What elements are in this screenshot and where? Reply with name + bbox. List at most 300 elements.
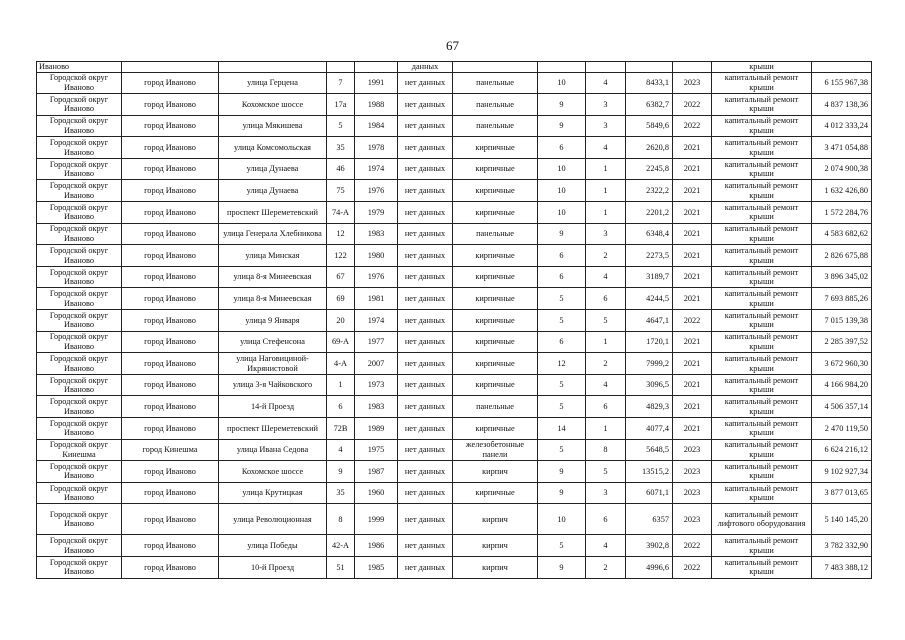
cell-work: капитальный ремонт крыши [712,245,812,267]
cell-entrances: 6 [586,504,626,535]
cell-floors: 5 [538,374,586,396]
table-row [37,504,872,535]
cell-year: 1977 [355,331,398,353]
cell-city: город Иваново [122,137,219,159]
cell-area: 5648,5 [626,439,673,461]
table-row [37,72,872,94]
cell-material: железобетонные панели [453,439,538,461]
cell-plan-year: 2021 [673,158,712,180]
cell-street: улица Наговициной-Икрянистовой [219,353,327,375]
cell-area: 8433,1 [626,72,673,94]
table-row [37,245,872,267]
cell-cost: 4 012 333,24 [812,115,872,137]
cell-entrances: 2 [586,556,626,578]
cell-house: 7 [327,72,355,94]
cell-material: панельные [453,94,538,116]
cell-plan-year: 2022 [673,310,712,332]
table-row [37,482,872,504]
cell-plan-year: 2021 [673,223,712,245]
cell-street: Кохомское шоссе [219,461,327,483]
table-row [37,223,872,245]
cell-year: 1987 [355,461,398,483]
cell-plan-year: 2021 [673,137,712,159]
cell-status: нет данных [398,266,453,288]
cell-street: улица Дунаева [219,158,327,180]
cell-area: 1720,1 [626,331,673,353]
cell-year: 1974 [355,310,398,332]
cell-city: город Иваново [122,158,219,180]
cell-street: улица Революционная [219,504,327,535]
cell-floors: 10 [538,180,586,202]
cell-material: кирпичные [453,418,538,440]
cell-floors: 5 [538,310,586,332]
cell-entrances: 1 [586,202,626,224]
cell-city: город Иваново [122,353,219,375]
cell-plan-year: 2022 [673,94,712,116]
cell-material: кирпич [453,535,538,557]
cell-entrances: 3 [586,115,626,137]
cell-plan-year: 2023 [673,504,712,535]
cell-work: капитальный ремонт крыши [712,310,812,332]
cell-city: город Иваново [122,94,219,116]
cell-work: капитальный ремонт крыши [712,180,812,202]
cell-year: 1988 [355,94,398,116]
cell-plan-year: 2021 [673,396,712,418]
cell-floors: 10 [538,202,586,224]
cell-house: 72В [327,418,355,440]
cell-plan-year: 2021 [673,288,712,310]
cell-cost: 3 877 013,65 [812,482,872,504]
cell-entrances: 1 [586,180,626,202]
cell-cost: 4 166 984,20 [812,374,872,396]
table-row [37,331,872,353]
cell-municipality: Городской округ Иваново [37,180,122,202]
cell-status: нет данных [398,94,453,116]
cell-plan-year: 2021 [673,180,712,202]
cell-material: панельные [453,115,538,137]
cell-year: 2007 [355,353,398,375]
cell-floors: 9 [538,461,586,483]
cell-floors: 6 [538,266,586,288]
cell-entrances: 5 [586,461,626,483]
cell-plan-year: 2021 [673,202,712,224]
cell-material: кирпичные [453,202,538,224]
cell-city: город Иваново [122,245,219,267]
cell-plan-year: 2023 [673,461,712,483]
cell-status: нет данных [398,137,453,159]
cell-municipality: Городской округ Иваново [37,223,122,245]
cell-area: 2273,5 [626,245,673,267]
cell-municipality: Городской округ Иваново [37,158,122,180]
cell-cost: 5 140 145,20 [812,504,872,535]
cell-cost: 7 693 885,26 [812,288,872,310]
table-row [37,180,872,202]
cell-year: 1975 [355,439,398,461]
cell-work: капитальный ремонт лифтового оборудования [712,504,812,535]
cell-municipality: Городской округ Иваново [37,482,122,504]
cell-area: 6348,4 [626,223,673,245]
cell-street: улица Крутицкая [219,482,327,504]
cell-entrances: 5 [586,310,626,332]
cell-city: город Иваново [122,331,219,353]
cell-street: улица 8-я Минеевская [219,288,327,310]
cell-city: город Иваново [122,556,219,578]
table-row [37,137,872,159]
cell-house: 6 [327,396,355,418]
cell-cost: 6 624 216,12 [812,439,872,461]
cell-work: капитальный ремонт крыши [712,223,812,245]
cell-status: нет данных [398,396,453,418]
cell-status: нет данных [398,223,453,245]
cell-house: 42-А [327,535,355,557]
cell-cost: 4 506 357,14 [812,396,872,418]
cell-floors: 5 [538,288,586,310]
cell-work: капитальный ремонт крыши [712,461,812,483]
cell-status: нет данных [398,158,453,180]
cell-material: панельные [453,396,538,418]
cell-floors: 10 [538,72,586,94]
cell-material: кирпичные [453,158,538,180]
cell-status: нет данных [398,482,453,504]
cell-cost: 4 837 138,36 [812,94,872,116]
cell-house: 20 [327,310,355,332]
cell-city: город Иваново [122,202,219,224]
table-row [37,556,872,578]
cell-floors: 10 [538,504,586,535]
cell-municipality: Городской округ Иваново [37,115,122,137]
cell-street: 14-й Проезд [219,396,327,418]
cell-work: капитальный ремонт крыши [712,72,812,94]
cell-material: кирпичные [453,482,538,504]
cell-area: 3189,7 [626,266,673,288]
cell-municipality: Городской округ Иваново [37,202,122,224]
cell-house: 4 [327,439,355,461]
cell-city: город Иваново [122,482,219,504]
cell-cost: 7 015 139,38 [812,310,872,332]
cell-material: кирпичные [453,288,538,310]
cell-year: 1986 [355,535,398,557]
cell-status: нет данных [398,535,453,557]
cell-status: данных [398,62,453,73]
cell-plan-year: 2021 [673,418,712,440]
cell-work: капитальный ремонт крыши [712,418,812,440]
cell-floors: 5 [538,396,586,418]
cell-street: улица Генерала Хлебникова [219,223,327,245]
cell-status: нет данных [398,202,453,224]
table-row [37,310,872,332]
cell-year: 1976 [355,180,398,202]
cell-area: 4647,1 [626,310,673,332]
cell-house: 12 [327,223,355,245]
cell-year: 1960 [355,482,398,504]
cell-street: улица Минская [219,245,327,267]
cell-municipality: Городской округ Иваново [37,288,122,310]
cell-street: проспект Шереметевский [219,202,327,224]
cell-year: 1984 [355,115,398,137]
cell-status: нет данных [398,72,453,94]
cell-area: 5849,6 [626,115,673,137]
cell-status: нет данных [398,374,453,396]
cell-entrances: 4 [586,137,626,159]
cell-cost: 3 471 054,88 [812,137,872,159]
cell-cost: 1 632 426,80 [812,180,872,202]
cell-floors: 6 [538,331,586,353]
cell-cost: 1 572 284,76 [812,202,872,224]
cell-municipality: Городской округ Иваново [37,418,122,440]
cell-city: город Иваново [122,115,219,137]
cell-area: 2245,8 [626,158,673,180]
table-row [37,439,872,461]
cell-work: крыши [712,62,812,73]
cell-floors: 9 [538,94,586,116]
cell-entrances: 3 [586,482,626,504]
cell-status: нет данных [398,353,453,375]
cell-floors: 9 [538,115,586,137]
cell-municipality: Городской округ Иваново [37,245,122,267]
cell-cost: 2 285 397,52 [812,331,872,353]
cell-city: город Иваново [122,504,219,535]
cell-city: город Иваново [122,288,219,310]
cell-material: кирпичные [453,137,538,159]
cell-material: панельные [453,223,538,245]
cell-status: нет данных [398,288,453,310]
cell-house: 46 [327,158,355,180]
cell-work: капитальный ремонт крыши [712,266,812,288]
cell-status: нет данных [398,245,453,267]
cell-street: улица Ивана Седова [219,439,327,461]
cell-house: 17а [327,94,355,116]
table-row [37,288,872,310]
cell-street: 10-й Проезд [219,556,327,578]
cell-material: кирпичные [453,331,538,353]
cell-entrances: 1 [586,418,626,440]
cell-city: город Кинешма [122,439,219,461]
cell-municipality: Городской округ Иваново [37,396,122,418]
cell-plan-year: 2023 [673,72,712,94]
cell-material: кирпичные [453,245,538,267]
cell-work: капитальный ремонт крыши [712,353,812,375]
cell-plan-year: 2022 [673,535,712,557]
cell-area: 6382,7 [626,94,673,116]
table-row [37,374,872,396]
cell-plan-year: 2021 [673,266,712,288]
cell-year: 1978 [355,137,398,159]
cell-area: 13515,2 [626,461,673,483]
cell-municipality: Городской округ Иваново [37,72,122,94]
table-row [37,158,872,180]
cell-municipality: Городской округ Иваново [37,266,122,288]
cell-work: капитальный ремонт крыши [712,115,812,137]
cell-city: город Иваново [122,310,219,332]
cell-plan-year: 2023 [673,439,712,461]
cell-area: 2620,8 [626,137,673,159]
cell-area: 6357 [626,504,673,535]
cell-entrances: 4 [586,266,626,288]
cell-floors: 6 [538,137,586,159]
cell-material: кирпичные [453,180,538,202]
cell-entrances: 4 [586,72,626,94]
cell-municipality: Городской округ Кинешма [37,439,122,461]
cell-entrances: 6 [586,396,626,418]
cell-year: 1991 [355,72,398,94]
cell-work: капитальный ремонт крыши [712,556,812,578]
cell-house: 5 [327,115,355,137]
cell-house: 69 [327,288,355,310]
cell-material: кирпич [453,461,538,483]
cell-year: 1981 [355,288,398,310]
cell-work: капитальный ремонт крыши [712,396,812,418]
cell-cost: 2 826 675,88 [812,245,872,267]
cell-cost: 6 155 967,38 [812,72,872,94]
cell-status: нет данных [398,180,453,202]
cell-city: город Иваново [122,266,219,288]
cell-status: нет данных [398,504,453,535]
cell-plan-year: 2022 [673,115,712,137]
cell-municipality: Городской округ Иваново [37,556,122,578]
cell-material: кирпич [453,556,538,578]
cell-work: капитальный ремонт крыши [712,202,812,224]
cell-city: город Иваново [122,461,219,483]
cell-entrances: 4 [586,374,626,396]
cell-status: нет данных [398,439,453,461]
cell-plan-year: 2021 [673,353,712,375]
cell-municipality: Городской округ Иваново [37,310,122,332]
cell-house: 35 [327,137,355,159]
cell-floors: 12 [538,353,586,375]
table-row [37,94,872,116]
cell-material: кирпич [453,504,538,535]
cell-floors: 5 [538,439,586,461]
cell-cost: 4 583 682,62 [812,223,872,245]
table-row [37,461,872,483]
cell-street: улица 9 Января [219,310,327,332]
cell-street: улица 3-я Чайковского [219,374,327,396]
cell-municipality: Городской округ Иваново [37,331,122,353]
cell-house: 4-А [327,353,355,375]
cell-work: капитальный ремонт крыши [712,158,812,180]
cell-floors: 9 [538,482,586,504]
cell-entrances: 1 [586,331,626,353]
cell-cost: 7 483 388,12 [812,556,872,578]
cell-plan-year: 2021 [673,245,712,267]
cell-cost: 3 782 332,90 [812,535,872,557]
cell-floors: 5 [538,535,586,557]
cell-cost: 3 896 345,02 [812,266,872,288]
cell-area: 3902,8 [626,535,673,557]
cell-cost: 9 102 927,34 [812,461,872,483]
table-row [37,202,872,224]
cell-street: улица Комсомольская [219,137,327,159]
cell-material: кирпичные [453,310,538,332]
cell-plan-year: 2021 [673,331,712,353]
table-row [37,418,872,440]
cell-work: капитальный ремонт крыши [712,535,812,557]
cell-house: 1 [327,374,355,396]
cell-cost: 2 470 119,50 [812,418,872,440]
cell-work: капитальный ремонт крыши [712,439,812,461]
cell-cost: 3 672 960,30 [812,353,872,375]
cell-material: кирпичные [453,353,538,375]
cell-municipality: Городской округ Иваново [37,461,122,483]
cell-street: улица Мякишева [219,115,327,137]
cell-street: улица Победы [219,535,327,557]
cell-area: 6071,1 [626,482,673,504]
cell-municipality: Городской округ Иваново [37,504,122,535]
cell-city: город Иваново [122,72,219,94]
cell-city: город Иваново [122,374,219,396]
cell-area: 2201,2 [626,202,673,224]
cell-floors: 6 [538,245,586,267]
cell-municipality: Городской округ Иваново [37,374,122,396]
cell-street: улица Стефенсона [219,331,327,353]
table-row [37,266,872,288]
cell-city: город Иваново [122,535,219,557]
cell-year: 1983 [355,223,398,245]
cell-area: 4996,6 [626,556,673,578]
cell-area: 2322,2 [626,180,673,202]
table-row [37,115,872,137]
cell-material: кирпичные [453,374,538,396]
cell-material: кирпичные [453,266,538,288]
cell-city: город Иваново [122,223,219,245]
cell-street: улица Дунаева [219,180,327,202]
cell-area: 4077,4 [626,418,673,440]
cell-year: 1973 [355,374,398,396]
cell-entrances: 4 [586,535,626,557]
cell-house: 8 [327,504,355,535]
continuation-row [37,62,872,73]
cell-year: 1999 [355,504,398,535]
cell-house: 122 [327,245,355,267]
cell-plan-year: 2021 [673,374,712,396]
cell-status: нет данных [398,418,453,440]
cell-floors: 14 [538,418,586,440]
cell-entrances: 3 [586,223,626,245]
cell-year: 1974 [355,158,398,180]
cell-work: капитальный ремонт крыши [712,288,812,310]
cell-entrances: 6 [586,288,626,310]
cell-year: 1980 [355,245,398,267]
cell-house: 74-А [327,202,355,224]
housing-repair-table [36,61,872,579]
cell-work: капитальный ремонт крыши [712,374,812,396]
cell-city: город Иваново [122,418,219,440]
cell-street: улица Герцена [219,72,327,94]
table-row [37,396,872,418]
cell-status: нет данных [398,115,453,137]
cell-street: Кохомское шоссе [219,94,327,116]
cell-city: город Иваново [122,396,219,418]
cell-house: 51 [327,556,355,578]
cell-area: 4244,5 [626,288,673,310]
table-row [37,353,872,375]
cell-floors: 9 [538,223,586,245]
cell-cost: 2 074 900,38 [812,158,872,180]
cell-street: улица 8-я Минеевская [219,266,327,288]
cell-work: капитальный ремонт крыши [712,94,812,116]
cell-area: 4829,3 [626,396,673,418]
cell-area: 3096,5 [626,374,673,396]
cell-house: 69-А [327,331,355,353]
cell-year: 1976 [355,266,398,288]
cell-entrances: 1 [586,158,626,180]
cell-material: панельные [453,72,538,94]
cell-house: 67 [327,266,355,288]
cell-house: 35 [327,482,355,504]
cell-municipality: Городской округ Иваново [37,535,122,557]
cell-work: капитальный ремонт крыши [712,137,812,159]
cell-house: 75 [327,180,355,202]
